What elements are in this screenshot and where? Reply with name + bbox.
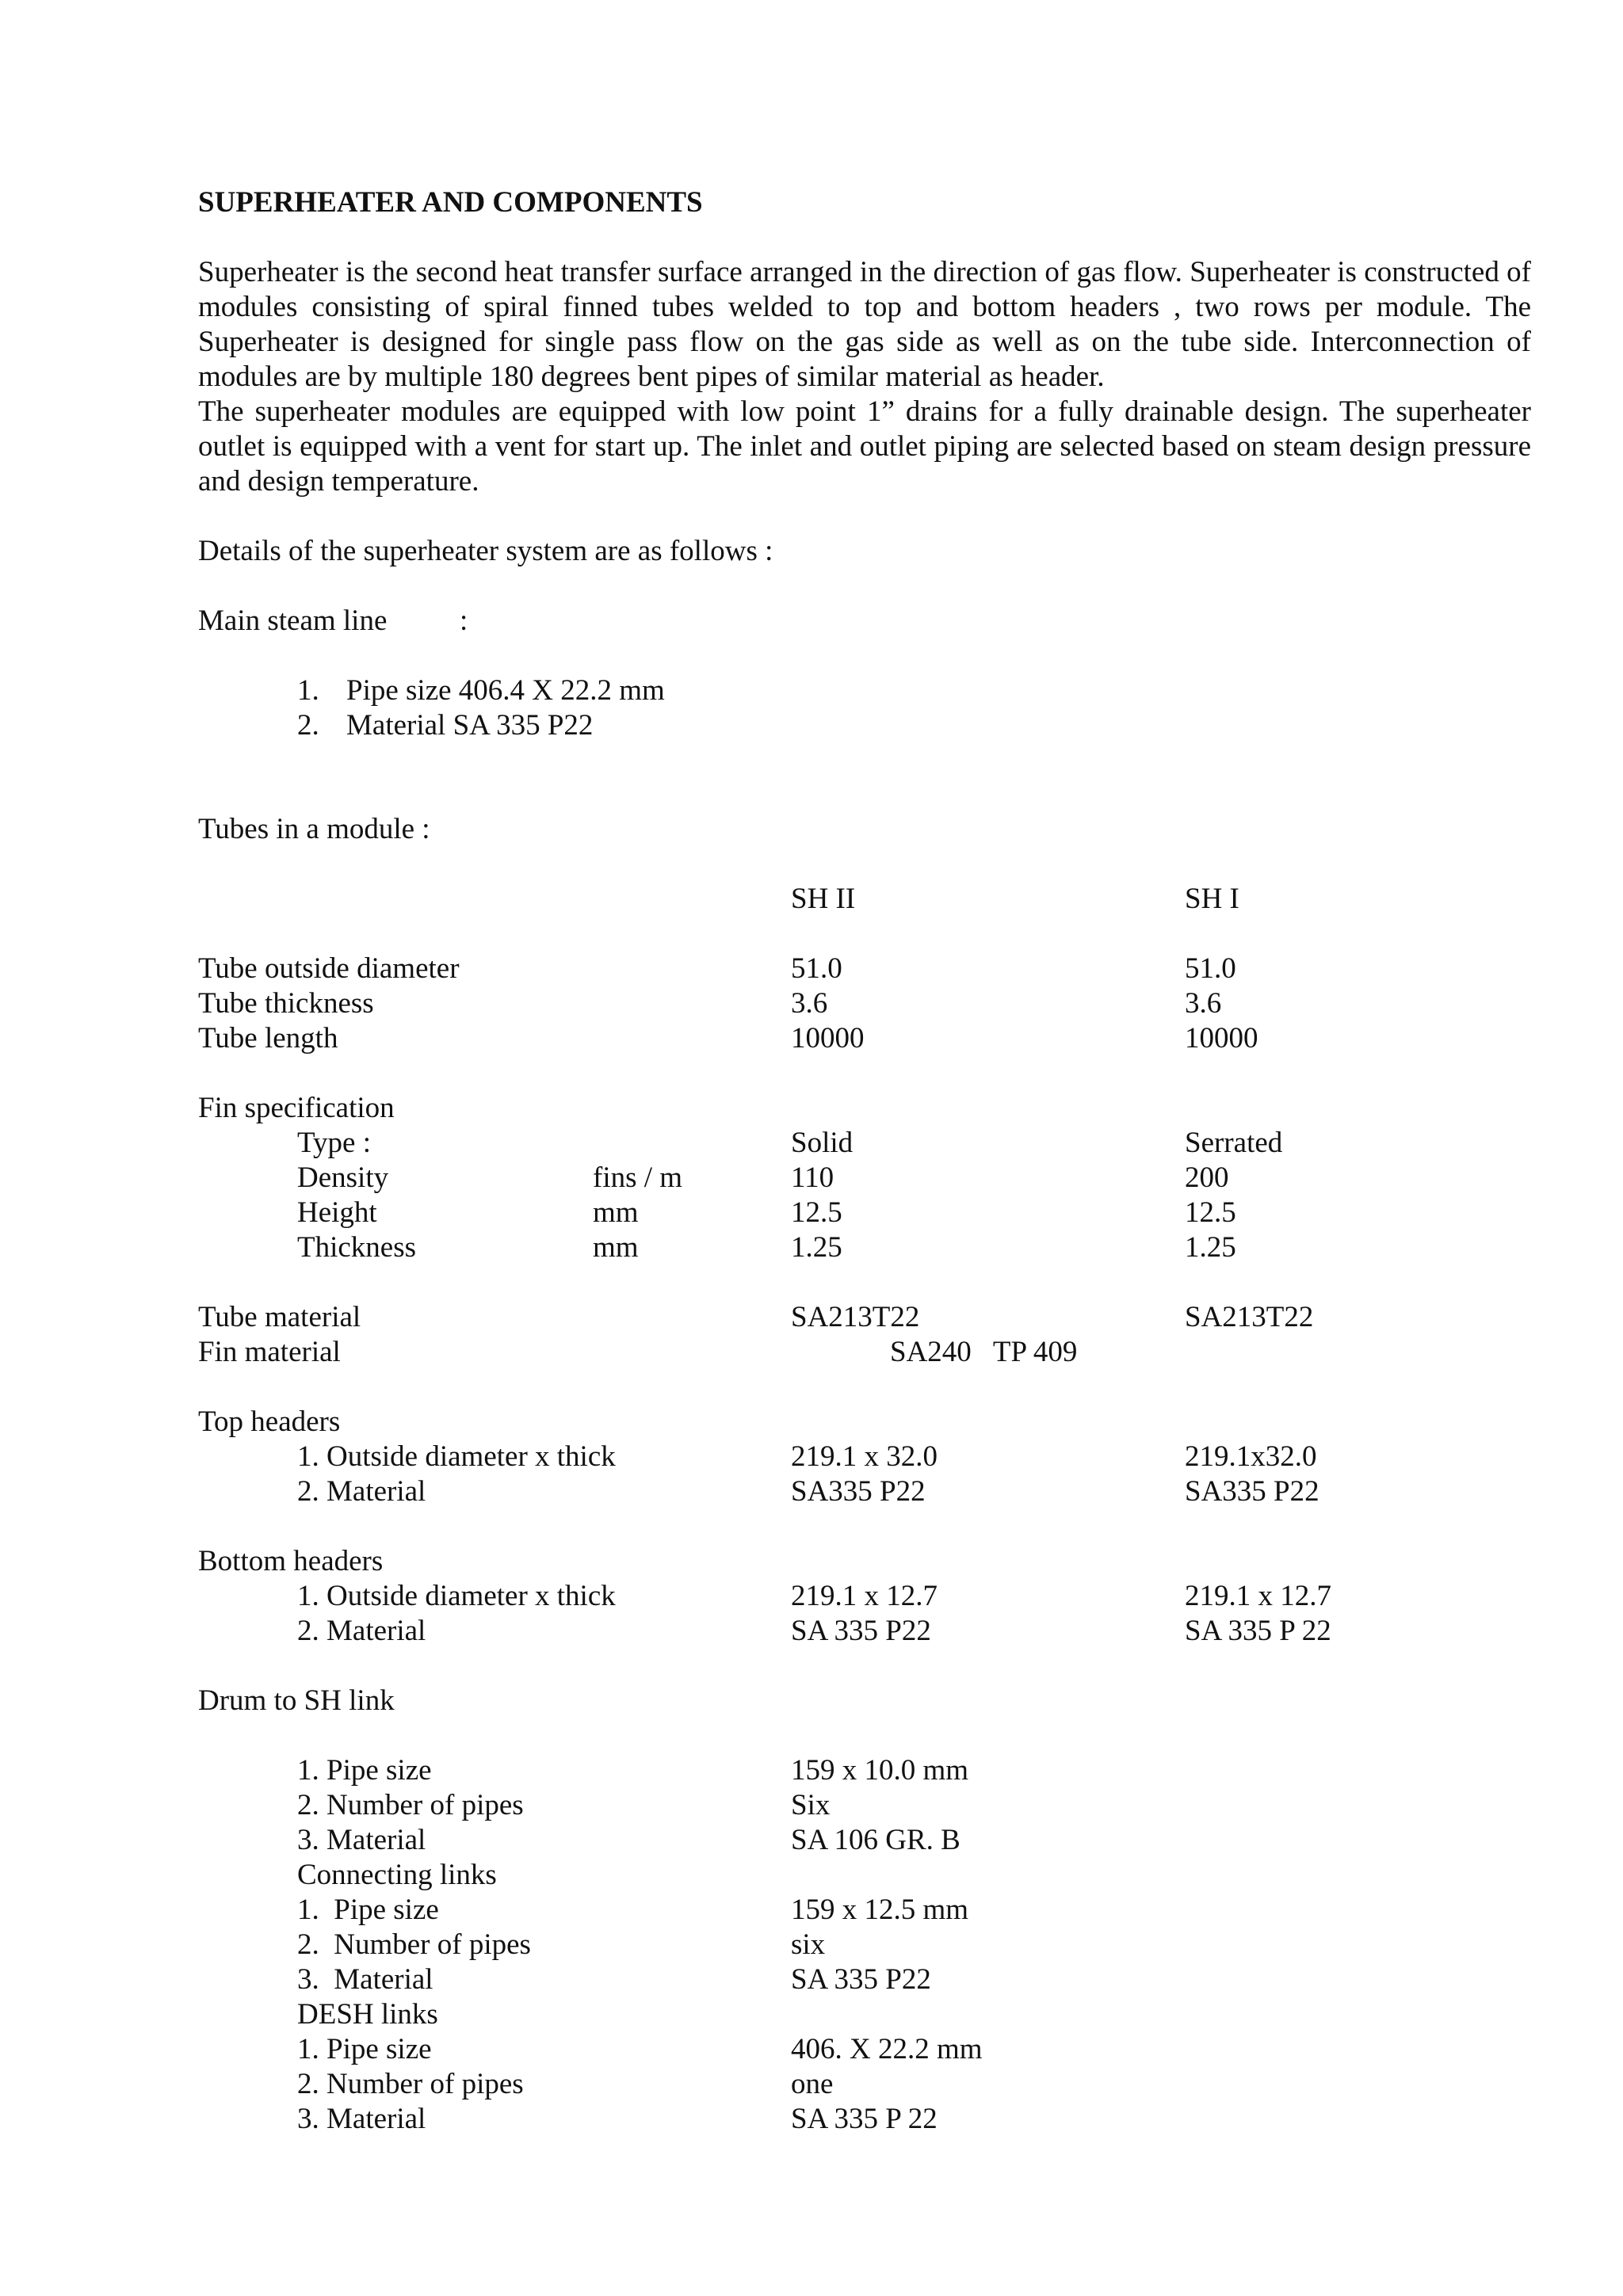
desh-links-title: DESH links <box>297 1998 438 2031</box>
top-header-value-sh1: 219.1x32.0 <box>1185 1440 1317 1473</box>
fin-row-value-sh1: 1.25 <box>1185 1231 1236 1264</box>
fin-spec-title: Fin specification <box>198 1092 395 1124</box>
connecting-link-row-label: 2. Number of pipes <box>297 1928 531 1961</box>
intro-paragraph-1: Superheater is the second heat transfer surface arranged in the direction of gas flow. Superheater is constructed of modules consisting of spiral finned tubes welded to top and bottom headers , two rows per module. The Superheater is designed for single pass flow on the gas side as well as on the tube side. Interconnection of modules are by multiple 180 degrees bent pipes of similar material as header. <box>198 256 1531 393</box>
desh-link-row-value: 406. X 22.2 mm <box>791 2033 983 2065</box>
drum-link-row-label: 1. Pipe size <box>297 1754 432 1787</box>
drum-link-title: Drum to SH link <box>198 1684 395 1717</box>
main-steam-item-number: 1. <box>297 674 319 707</box>
main-steam-colon: : <box>460 605 468 637</box>
fin-material-label: Fin material <box>198 1336 341 1368</box>
tube-row-value-sh1: 3.6 <box>1185 987 1222 1020</box>
connecting-link-row-value: six <box>791 1928 826 1961</box>
fin-row-label: Type : <box>297 1127 371 1159</box>
bottom-header-value-sh2: SA 335 P22 <box>791 1615 931 1647</box>
drum-link-row-label: 3. Material <box>297 1824 426 1856</box>
tube-material-label: Tube material <box>198 1301 361 1333</box>
tube-row-value-sh2: 10000 <box>791 1022 865 1055</box>
top-header-value-sh1: SA335 P22 <box>1185 1475 1319 1508</box>
drum-link-row-value: SA 106 GR. B <box>791 1824 960 1856</box>
desh-link-row-value: one <box>791 2068 834 2100</box>
fin-row-value-sh1: Serrated <box>1185 1127 1283 1159</box>
page-title: SUPERHEATER AND COMPONENTS <box>198 186 703 219</box>
drum-link-row-value: 159 x 10.0 mm <box>791 1754 969 1787</box>
main-steam-label: Main steam line <box>198 605 388 637</box>
drum-link-row-label: 2. Number of pipes <box>297 1789 524 1821</box>
tubes-title: Tubes in a module : <box>198 813 430 845</box>
tube-row-value-sh2: 51.0 <box>791 952 842 985</box>
tube-row-value-sh2: 3.6 <box>791 987 828 1020</box>
tube-material-value-sh1: SA213T22 <box>1185 1301 1314 1333</box>
top-header-row-label: 1. Outside diameter x thick <box>297 1440 616 1473</box>
bottom-header-row-label: 2. Material <box>297 1615 426 1647</box>
bottom-header-value-sh1: SA 335 P 22 <box>1185 1615 1331 1647</box>
top-header-value-sh2: 219.1 x 32.0 <box>791 1440 938 1473</box>
connecting-link-row-value: 159 x 12.5 mm <box>791 1894 969 1926</box>
connecting-link-row-label: 3. Material <box>297 1963 433 1996</box>
column-header-sh1: SH I <box>1185 883 1239 915</box>
fin-row-value-sh1: 12.5 <box>1185 1196 1236 1229</box>
tube-row-label: Tube outside diameter <box>198 952 460 985</box>
fin-row-label: Density <box>297 1161 389 1194</box>
fin-row-unit: fins / m <box>593 1161 683 1194</box>
desh-link-row-label: 2. Number of pipes <box>297 2068 524 2100</box>
desh-link-row-label: 1. Pipe size <box>297 2033 432 2065</box>
fin-row-value-sh1: 200 <box>1185 1161 1229 1194</box>
connecting-links-title: Connecting links <box>297 1859 497 1891</box>
tube-material-value-sh2: SA213T22 <box>791 1301 920 1333</box>
top-headers-title: Top headers <box>198 1405 341 1438</box>
fin-row-value-sh2: Solid <box>791 1127 854 1159</box>
main-steam-item-text: Pipe size 406.4 X 22.2 mm <box>346 674 665 707</box>
fin-row-value-sh2: 110 <box>791 1161 834 1194</box>
intro-paragraph-2: The superheater modules are equipped with low point 1” drains for a fully drainable design. The superheater outlet is equipped with a vent for start up. The inlet and outlet piping are selected based on steam design pressure and design temperature. <box>198 395 1531 498</box>
bottom-header-row-label: 1. Outside diameter x thick <box>297 1580 616 1612</box>
fin-row-unit: mm <box>593 1231 639 1264</box>
tube-row-value-sh1: 10000 <box>1185 1022 1258 1055</box>
fin-material-value: SA240 TP 409 <box>890 1336 1078 1368</box>
main-steam-item-number: 2. <box>297 709 319 742</box>
fin-row-unit: mm <box>593 1196 639 1229</box>
connecting-link-row-label: 1. Pipe size <box>297 1894 439 1926</box>
tube-row-label: Tube thickness <box>198 987 374 1020</box>
main-steam-item-text: Material SA 335 P22 <box>346 709 594 742</box>
bottom-header-value-sh1: 219.1 x 12.7 <box>1185 1580 1331 1612</box>
fin-row-value-sh2: 1.25 <box>791 1231 842 1264</box>
details-intro: Details of the superheater system are as follows : <box>198 535 773 567</box>
connecting-link-row-value: SA 335 P22 <box>791 1963 931 1996</box>
tube-row-value-sh1: 51.0 <box>1185 952 1236 985</box>
bottom-header-value-sh2: 219.1 x 12.7 <box>791 1580 938 1612</box>
fin-row-value-sh2: 12.5 <box>791 1196 842 1229</box>
drum-link-row-value: Six <box>791 1789 831 1821</box>
top-header-row-label: 2. Material <box>297 1475 426 1508</box>
fin-row-label: Height <box>297 1196 377 1229</box>
fin-row-label: Thickness <box>297 1231 417 1264</box>
desh-link-row-label: 3. Material <box>297 2103 426 2135</box>
column-header-sh2: SH II <box>791 883 856 915</box>
tube-row-label: Tube length <box>198 1022 338 1055</box>
desh-link-row-value: SA 335 P 22 <box>791 2103 938 2135</box>
bottom-headers-title: Bottom headers <box>198 1545 384 1577</box>
top-header-value-sh2: SA335 P22 <box>791 1475 926 1508</box>
